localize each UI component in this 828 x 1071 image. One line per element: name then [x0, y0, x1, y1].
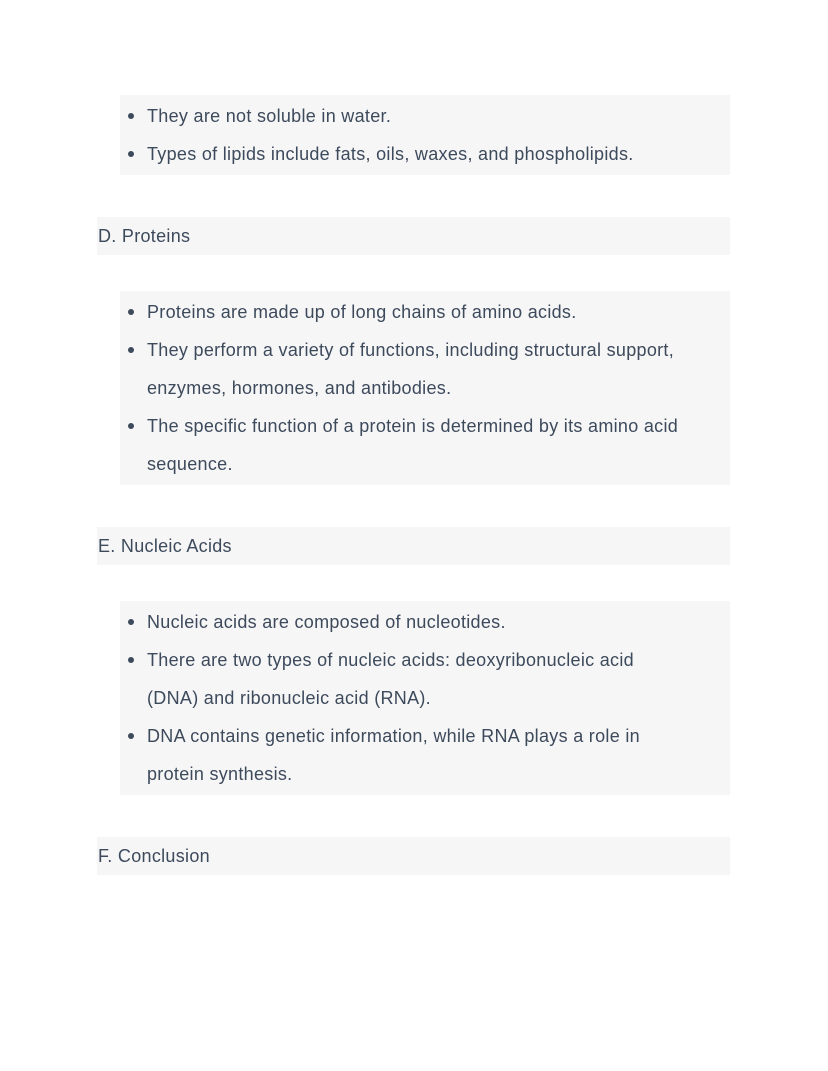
list-item: [120, 407, 730, 483]
bullet-text: Types of lipids include fats, oils, waxes, and phospholipids.: [147, 144, 634, 164]
nucleic-acids-bullet-list: [120, 603, 730, 793]
section-heading-proteins: D. Proteins: [97, 217, 730, 255]
list-item: [120, 331, 730, 407]
nucleic-acids-bullet-block: [120, 601, 730, 795]
bullet-icon: [128, 309, 134, 315]
list-item: [120, 293, 730, 331]
list-item: [120, 97, 730, 135]
list-item: [120, 641, 730, 717]
bullet-icon: [128, 619, 134, 625]
bullet-text: There are two types of nucleic acids: deoxyribonucleic acid (DNA) and ribonucleic acid (RNA).: [147, 650, 634, 708]
proteins-bullet-list: [120, 293, 730, 483]
bullet-icon: [128, 113, 134, 119]
bullet-icon: [128, 151, 134, 157]
bullet-text: The specific function of a protein is determined by its amino acid sequence.: [147, 416, 679, 474]
bullet-text: DNA contains genetic information, while RNA plays a role in protein synthesis.: [147, 726, 640, 784]
list-item: [120, 603, 730, 641]
bullet-icon: [128, 347, 134, 353]
bullet-icon: [128, 733, 134, 739]
list-item: [120, 135, 730, 173]
section-heading-nucleic-acids: E. Nucleic Acids: [97, 527, 730, 565]
bullet-text: Nucleic acids are composed of nucleotides.: [147, 612, 506, 632]
bullet-icon: [128, 423, 134, 429]
lipids-bullet-list: [120, 97, 730, 173]
proteins-bullet-block: [120, 291, 730, 485]
bullet-text: Proteins are made up of long chains of amino acids.: [147, 302, 577, 322]
list-item: [120, 717, 730, 793]
bullet-text: They perform a variety of functions, including structural support, enzymes, hormones, and antibodies.: [147, 340, 675, 398]
bullet-text: They are not soluble in water.: [147, 106, 392, 126]
section-heading-conclusion: F. Conclusion: [97, 837, 730, 875]
bullet-icon: [128, 657, 134, 663]
lipids-bullet-block: [120, 95, 730, 175]
